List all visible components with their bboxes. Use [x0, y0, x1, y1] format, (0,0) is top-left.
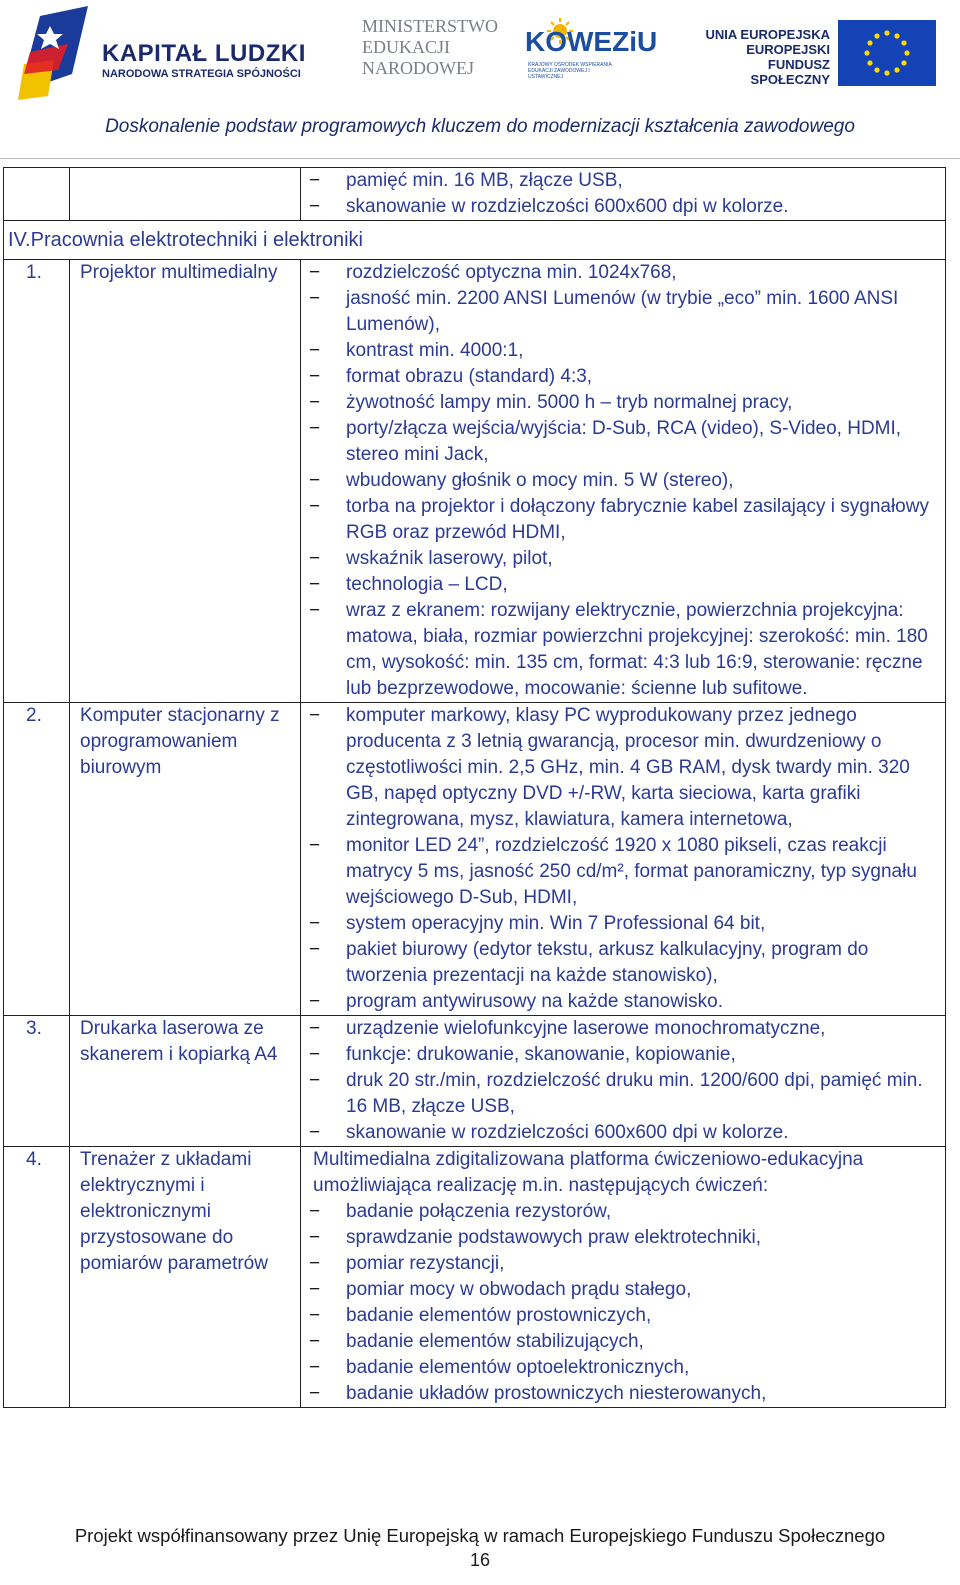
item-name: Projektor multimedialny: [80, 262, 278, 283]
table-cell: [70, 1147, 301, 1408]
row-number: 4.: [26, 1149, 42, 1170]
eu-flag-icon: [838, 20, 936, 86]
table-row: [4, 1016, 946, 1147]
kapital-ludzki-subtitle: NARODOWA STRATEGIA SPÓJNOŚCI: [102, 68, 301, 80]
list-item: − technologia – LCD,: [301, 572, 939, 598]
list-item: − kontrast min. 4000:1,: [301, 338, 939, 364]
eu-line: EUROPEJSKI: [746, 42, 830, 57]
list-item: − sprawdzanie podstawowych praw elektrotechniki,: [301, 1225, 939, 1251]
ministry-line: EDUKACJI: [362, 37, 450, 57]
table-cell: [4, 168, 70, 221]
spec-list: [301, 1016, 945, 1146]
page-number: 16: [469, 1550, 491, 1570]
table-cell: [70, 1016, 301, 1147]
row-number: 3.: [26, 1018, 42, 1039]
spec-list: [301, 1199, 945, 1407]
table-cell: [301, 1016, 946, 1147]
eu-line: UNIA EUROPEJSKA: [705, 27, 830, 42]
list-item: − badanie elementów optoelektronicznych,: [301, 1355, 939, 1381]
header-divider: [0, 158, 960, 159]
list-item: − program antywirusowy na każde stanowisko.: [301, 989, 939, 1015]
list-item: − porty/złącza wejścia/wyjścia: D-Sub, RCA (video), S-Video, HDMI, stereo mini Jack,: [301, 416, 939, 468]
kowezu-title: KOWEZiU: [525, 26, 658, 57]
footer-text: Projekt współfinansowany przez Unię Europejską w ramach Europejskiego Funduszu Społecznego: [74, 1525, 886, 1546]
list-item: − skanowanie w rozdzielczości 600x600 dpi w kolorze.: [301, 194, 939, 220]
list-item: − urządzenie wielofunkcyjne laserowe monochromatyczne,: [301, 1016, 939, 1042]
table-cell: [4, 703, 70, 1016]
item-name: Trenażer z układami elektrycznymi i elektronicznymi przystosowane do pomiarów parametrów: [80, 1149, 268, 1274]
table-cell: [301, 1147, 946, 1408]
table-row: [4, 168, 946, 221]
header-logos: [0, 0, 960, 110]
spec-list: [301, 260, 945, 702]
row-number: 1.: [26, 262, 42, 283]
list-item: − monitor LED 24”, rozdzielczość 1920 x 1080 pikseli, czas reakcji matrycy 5 ms, jasność 250 cd/m², format panoramiczny, typ sygnału wejściowego D-Sub, HDMI,: [301, 833, 939, 911]
table-cell: [70, 260, 301, 703]
list-item: − badanie połączenia rezystorów,: [301, 1199, 939, 1225]
list-item: − wraz z ekranem: rozwijany elektrycznie, powierzchnia projekcyjna: matowa, biała, rozmiar powierzchni projekcyjnej: szerokość: min. 180 cm, wysokość: min. 135 cm, format: 4:3 lub 16:9, sterowanie: ręczne lub bezprzewodowe, mocowanie: ścienne lub sufitowe.: [301, 598, 939, 702]
list-item: − rozdzielczość optyczna min. 1024x768,: [301, 260, 939, 286]
list-item: − wskaźnik laserowy, pilot,: [301, 546, 939, 572]
table-cell: [301, 703, 946, 1016]
list-item: − druk 20 str./min, rozdzielczość druku min. 1200/600 dpi, pamięć min. 16 MB, złącze USB,: [301, 1068, 939, 1120]
ministry-logo: [362, 16, 498, 79]
project-subtitle: Doskonalenie podstaw programowych kluczem do modernizacji kształcenia zawodowego: [105, 116, 855, 137]
table-row: [4, 260, 946, 703]
list-item: − skanowanie w rozdzielczości 600x600 dpi w kolorze.: [301, 1120, 939, 1146]
list-item: − jasność min. 2200 ANSI Lumenów (w trybie „eco” min. 1600 ANSI Lumenów),: [301, 286, 939, 338]
table-cell: [301, 168, 946, 221]
kowezu-logo: [525, 16, 658, 80]
list-item: − badanie elementów prostowniczych,: [301, 1303, 939, 1329]
table-cell: [301, 260, 946, 703]
list-item: − torba na projektor i dołączony fabrycznie kabel zasilający i sygnałowy RGB oraz przewód HDMI,: [301, 494, 939, 546]
kapital-ludzki-flag-icon: [10, 4, 90, 104]
table-row: [4, 703, 946, 1016]
list-item: − pomiar mocy w obwodach prądu stałego,: [301, 1277, 939, 1303]
list-item: − system operacyjny min. Win 7 Professional 64 bit,: [301, 911, 939, 937]
eu-line: FUNDUSZ SPOŁECZNY: [750, 57, 830, 87]
item-name: Komputer stacjonarny z oprogramowaniem biurowym: [80, 705, 280, 778]
table-cell: [4, 260, 70, 703]
spec-list: [301, 703, 945, 1015]
section-title: [4, 221, 946, 260]
list-item: − żywotność lampy min. 5000 h – tryb normalnej pracy,: [301, 390, 939, 416]
table-cell: [4, 1016, 70, 1147]
list-item: − komputer markowy, klasy PC wyprodukowany przez jednego producenta z 3 letnią gwarancją, procesor min. dwurdzeniowy o częstotliwości min. 2,5 GHz, min. 4 GB RAM, dysk twardy min. 320 GB, napęd optyczny DVD +/-RW, karta sieciowa, karta grafiki zintegrowana, mysz, klawiatura, kamera internetowa,: [301, 703, 939, 833]
section-row: [4, 221, 946, 260]
list-item: − pomiar rezystancji,: [301, 1251, 939, 1277]
kowezu-subtitle: KRAJOWY OŚRODEK WSPIERANIA EDUKACJI ZAWODOWEJ I USTAWICZNEJ: [528, 62, 612, 80]
ministry-line: NARODOWEJ: [362, 58, 474, 78]
ministry-line: MINISTERSTWO: [362, 16, 498, 36]
eu-fund-text: [700, 27, 830, 87]
list-item: − pamięć min. 16 MB, złącze USB,: [301, 168, 939, 194]
equipment-table: [3, 167, 946, 1408]
list-item: − funkcje: drukowanie, skanowanie, kopiowanie,: [301, 1042, 939, 1068]
list-item: − wbudowany głośnik o mocy min. 5 W (stereo),: [301, 468, 939, 494]
table-cell: [70, 703, 301, 1016]
section-title-text: IV.Pracownia elektrotechniki i elektroniki: [8, 229, 363, 251]
item-name: Drukarka laserowa ze skanerem i kopiarką A4: [80, 1018, 278, 1065]
spec-list: [301, 168, 945, 220]
list-item: − pakiet biurowy (edytor tekstu, arkusz kalkulacyjny, program do tworzenia prezentacji na każde stanowisko),: [301, 937, 939, 989]
table-row: [4, 1147, 946, 1408]
list-item: − badanie elementów stabilizujących,: [301, 1329, 939, 1355]
table-cell: [70, 168, 301, 221]
kapital-ludzki-title: KAPITAŁ LUDZKI: [102, 40, 306, 67]
list-item: − badanie układów prostowniczych niesterowanych,: [301, 1381, 939, 1407]
list-item: − format obrazu (standard) 4:3,: [301, 364, 939, 390]
kapital-ludzki-logo: [10, 4, 330, 104]
row-number: 2.: [26, 705, 42, 726]
table-cell: [4, 1147, 70, 1408]
intro-text: Multimedialna zdigitalizowana platforma ćwiczeniowo-edukacyjna umożliwiająca realizację m.in. następujących ćwiczeń:: [313, 1149, 864, 1196]
